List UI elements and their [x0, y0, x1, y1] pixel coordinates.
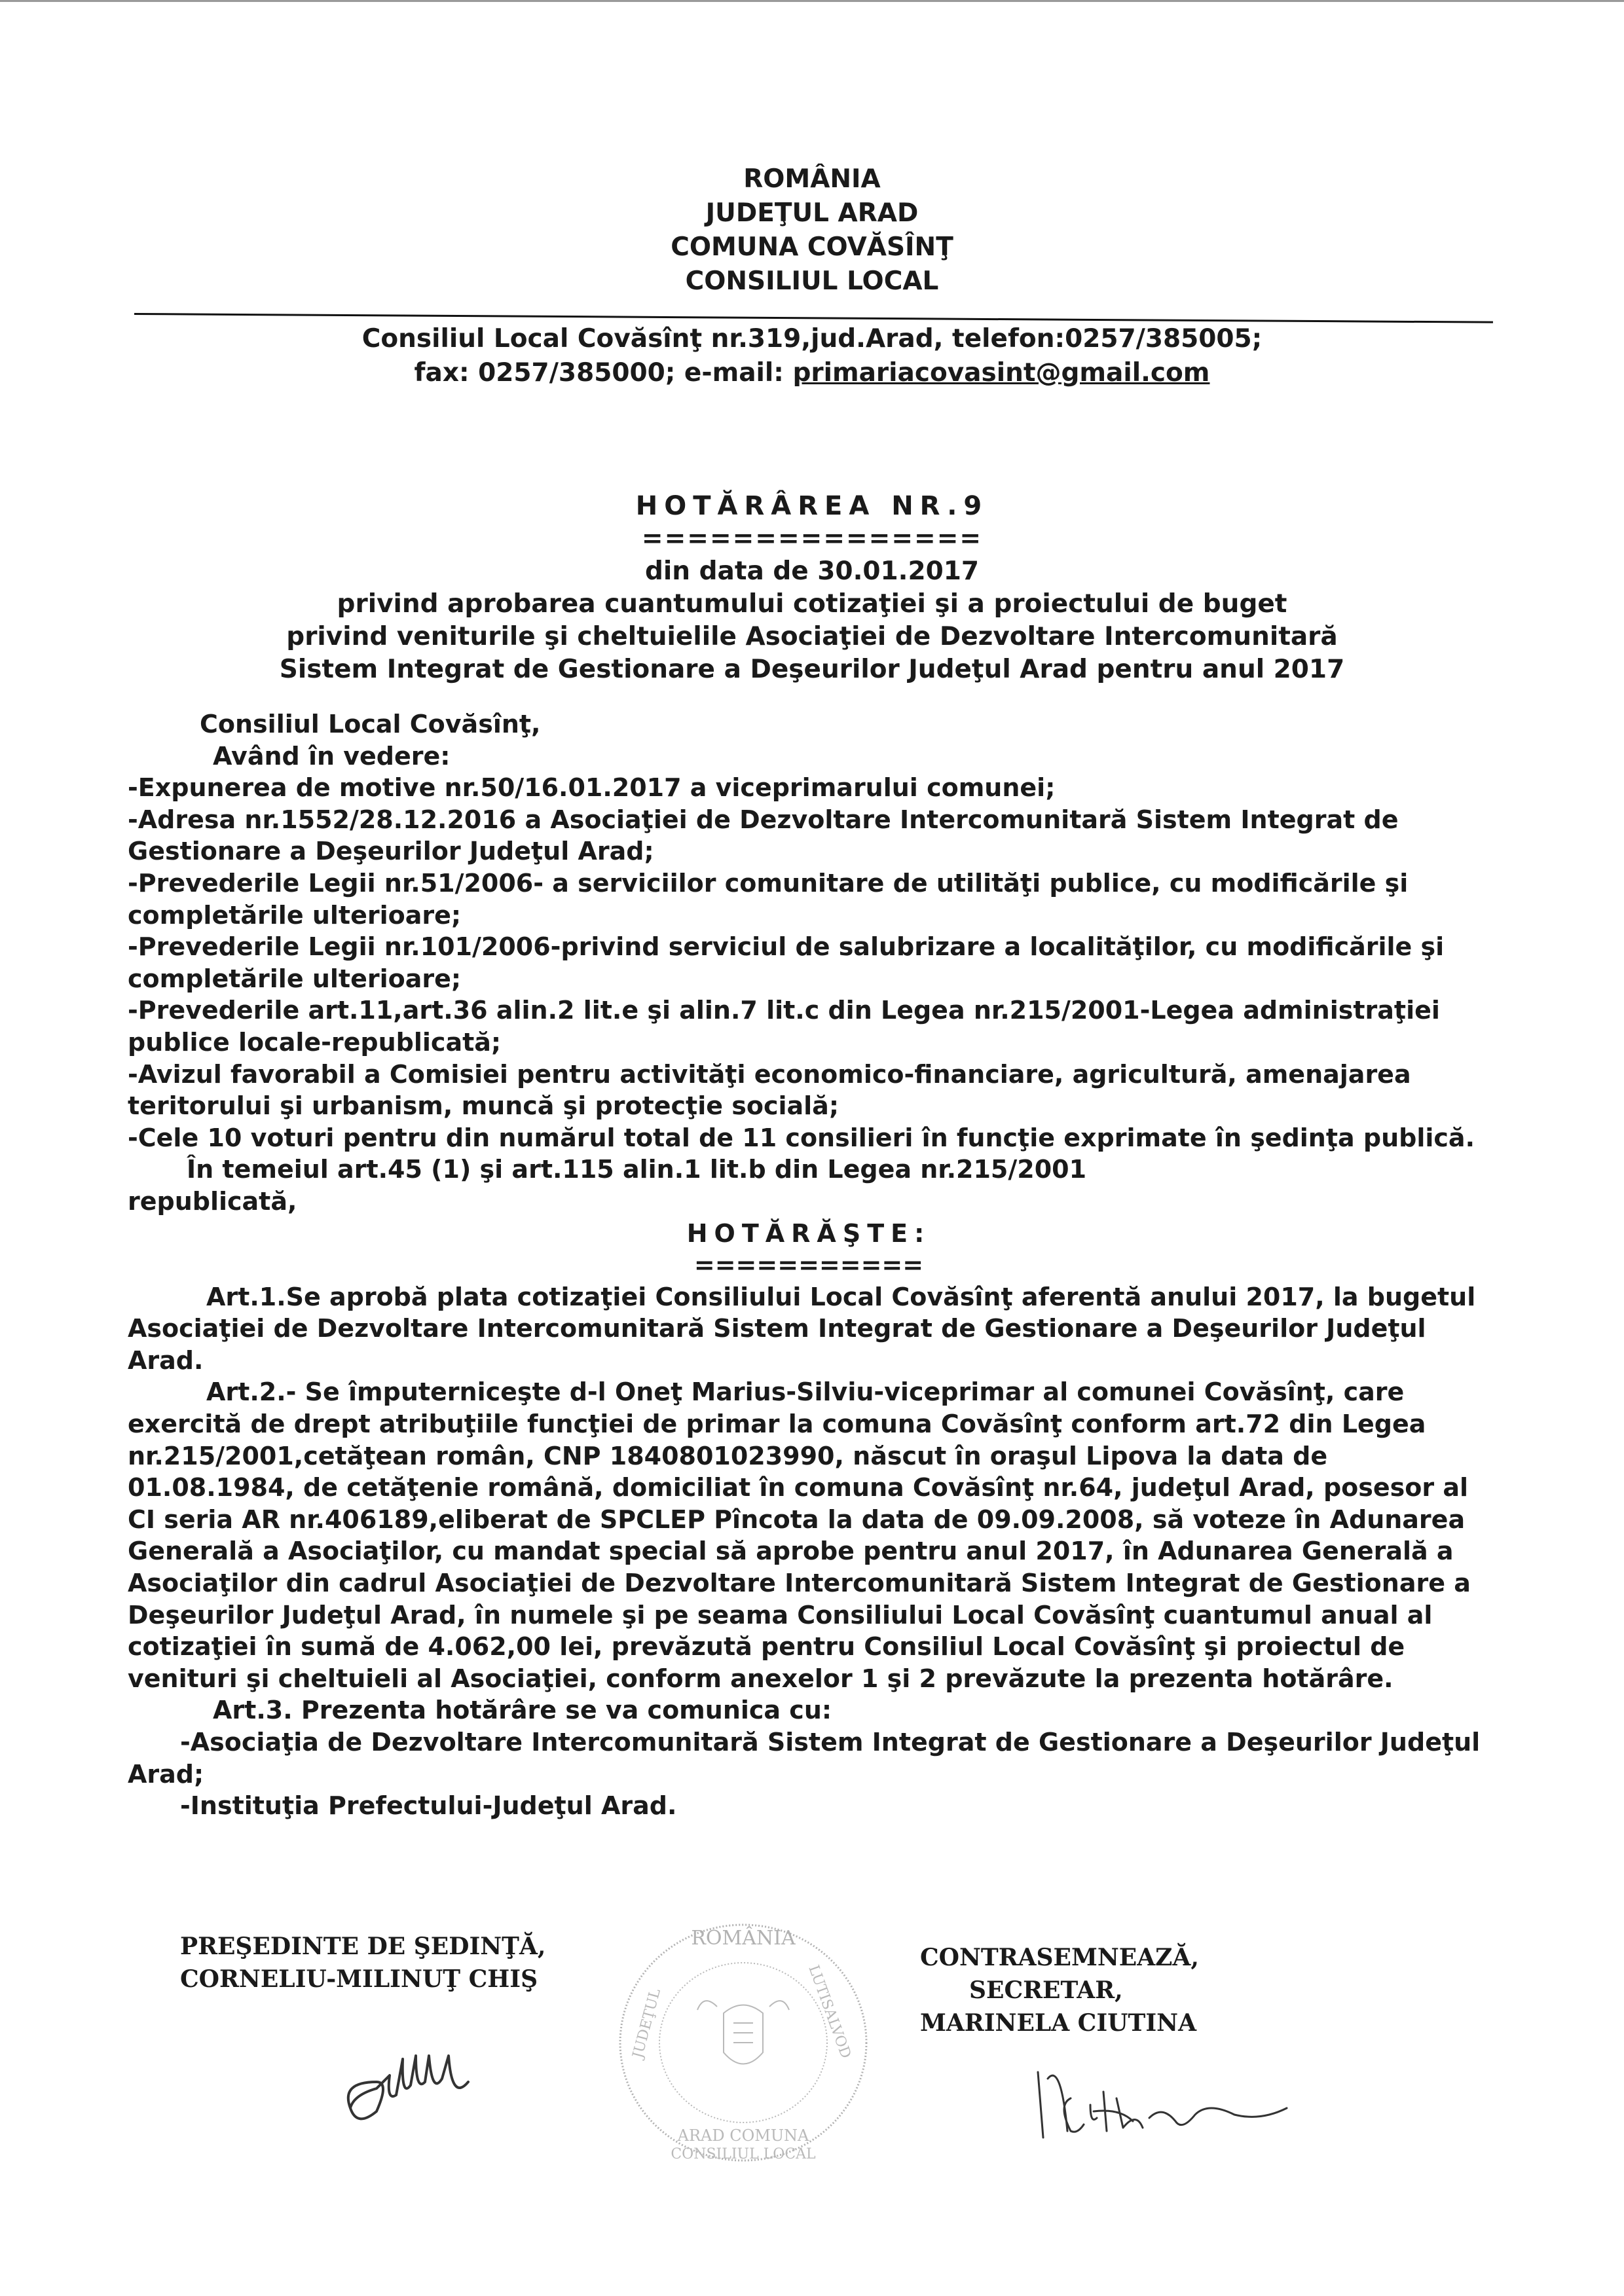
document-header: [0, 162, 1624, 299]
secretary-title: SECRETAR,: [969, 1977, 1123, 2004]
svg-text:JUDEŢUL: JUDEŢUL: [629, 1986, 664, 2060]
decides-rule: ===========: [693, 1250, 924, 1280]
preamble-item: -Expunerea de motive nr.50/16.01.2017 a viceprimarului comunei;: [128, 773, 1056, 803]
svg-text:CONSILIUL LOCAL: CONSILIUL LOCAL: [671, 2146, 816, 2162]
signature-block-secretary: [920, 1941, 1199, 2039]
contact-block: [0, 322, 1624, 390]
contact-address: Consiliul Local Covăsînţ nr.319,jud.Arad, telefon:0257/385005;: [361, 324, 1263, 354]
preamble-item: -Prevederile Legii nr.101/2006-privind serviciul de salubrizare a localităţilor, cu modificările şi completările ulterioare;: [128, 932, 1445, 993]
preamble-item: -Prevederile art.11,art.36 alin.2 lit.e şi alin.7 lit.c din Legea nr.215/2001-Legea administraţiei publice locale-republicată;: [128, 996, 1440, 1057]
preamble-council: Consiliul Local Covăsînţ,: [200, 710, 541, 738]
countersign-label: CONTRASEMNEAZĂ,: [920, 1944, 1199, 1971]
decision-subject-line-2: privind veniturile şi cheltuielile Asociaţiei de Dezvoltare Intercomunitară: [286, 622, 1338, 651]
header-commune: COMUNA COVĂSÎNŢ: [671, 232, 953, 262]
president-name: CORNELIU-MILINUŢ CHIŞ: [180, 1965, 538, 1993]
email-link[interactable]: primariacovasint@gmail.com: [792, 358, 1210, 388]
svg-text:ROMÂNIA: ROMÂNIA: [691, 1927, 796, 1950]
official-seal-stamp: [612, 1915, 874, 2170]
article-3: Art.3. Prezenta hotărâre se va comunica cu:: [213, 1696, 832, 1725]
contact-fax-email: [0, 356, 1624, 390]
header-council: CONSILIUL LOCAL: [685, 266, 939, 296]
preamble-item: -Cele 10 voturi pentru din numărul total de 11 consilieri în funcţie exprimate în şedinţa publică.: [128, 1123, 1475, 1152]
svg-text:LUTISALVOD: LUTISALVOD: [805, 1963, 854, 2061]
preamble-item: -Avizul favorabil a Comisiei pentru activităţi economico-financiare, agricultură, amenajarea teritorului şi urbanism, muncă şi protecţie socială;: [128, 1059, 1411, 1121]
header-country: ROMÂNIA: [743, 164, 881, 194]
decides-title: HOTĂRĂŞTE:: [686, 1218, 931, 1248]
secretary-signature: [1031, 2052, 1306, 2144]
decision-title-rule: ===============: [641, 524, 983, 553]
legal-basis-cont: republicată,: [128, 1186, 297, 1216]
president-signature: [337, 2036, 547, 2134]
decision-title-block: [0, 490, 1624, 686]
article-2: Art.2.- Se împuterniceşte d-l Oneţ Marius-Silviu-viceprimar al comunei Covăsînţ, care exercită de drept atribuţiile funcţiei de primar la comuna Covăsînţ conform art.72 din Legea nr.215/2001,cetăţean român, CNP 1840801023990, născut în oraşul Lipova la data de 01.08.1984, de cetăţenie română, domiciliat în comuna Covăsînţ nr.64, judeţul Arad, posesor al CI seria AR nr.406189,eliberat de SPCLEP Pîncota la data de 09.09.2008, să voteze în Adunarea Generală a Asociaţilor, cu mandat special să aprobe pentru anul 2017, în Adunarea Generală a Asociaţilor din cadrul Asociaţiei de Dezvoltare Intercomunitară Sistem Integrat de Gestionare a Deşeurilor Judeţul Arad, în numele şi pe seama Consiliului Local Covăsînţ cuantumul anual al cotizaţiei în sumă de 4.062,00 lei, prevăzută pentru Consiliul Local Covăsînţ şi proiectul de venituri şi cheltuieli al Asociaţiei, conform anexelor 1 şi 2 prevăzute la prezenta hotărâre.: [128, 1377, 1471, 1693]
signature-block-president: [180, 1930, 545, 1995]
decision-subject-line-1: privind aprobarea cuantumului cotizaţiei şi a proiectului de buget: [337, 589, 1287, 619]
article-3-recipient: -Instituţia Prefectului-Judeţul Arad.: [180, 1791, 677, 1821]
contact-fax: fax: 0257/385000; e-mail:: [414, 358, 793, 388]
svg-text:ARAD COMUNA: ARAD COMUNA: [677, 2126, 809, 2145]
article-3-recipient: -Asociaţia de Dezvoltare Intercomunitară Sistem Integrat de Gestionare a Deşeurilor Judeţul Arad;: [128, 1728, 1481, 1789]
scan-edge-line: [0, 0, 1624, 2]
preamble-item: -Prevederile Legii nr.51/2006- a serviciilor comunitare de utilităţi publice, cu modificările şi completările ulterioare;: [128, 868, 1409, 930]
article-1: Art.1.Se aprobă plata cotizaţiei Consiliului Local Covăsînţ aferentă anului 2017, la bugetul Asociaţiei de Dezvoltare Intercomunitară Sistem Integrat de Gestionare a Deşeurilor Judeţul Arad.: [128, 1282, 1476, 1375]
secretary-name: MARINELA CIUTINA: [920, 2009, 1197, 2037]
header-county: JUDEŢUL ARAD: [705, 198, 919, 228]
decision-title: HOTĂRÂREA NR.9: [635, 491, 989, 521]
decision-subject-line-3: Sistem Integrat de Gestionare a Deşeurilor Judeţul Arad pentru anul 2017: [279, 655, 1345, 684]
decision-body: [128, 708, 1490, 1822]
decision-date: din data de 30.01.2017: [644, 556, 980, 586]
president-title: PREŞEDINTE DE ŞEDINŢĂ,: [180, 1933, 546, 1960]
legal-basis: În temeiul art.45 (1) şi art.115 alin.1 lit.b din Legea nr.215/2001: [187, 1155, 1087, 1184]
preamble-having-regard: Având în vedere:: [213, 741, 451, 771]
preamble-item: -Adresa nr.1552/28.12.2016 a Asociaţiei de Dezvoltare Intercomunitară Sistem Integrat de Gestionare a Deşeurilor Judeţul Arad;: [128, 805, 1399, 866]
